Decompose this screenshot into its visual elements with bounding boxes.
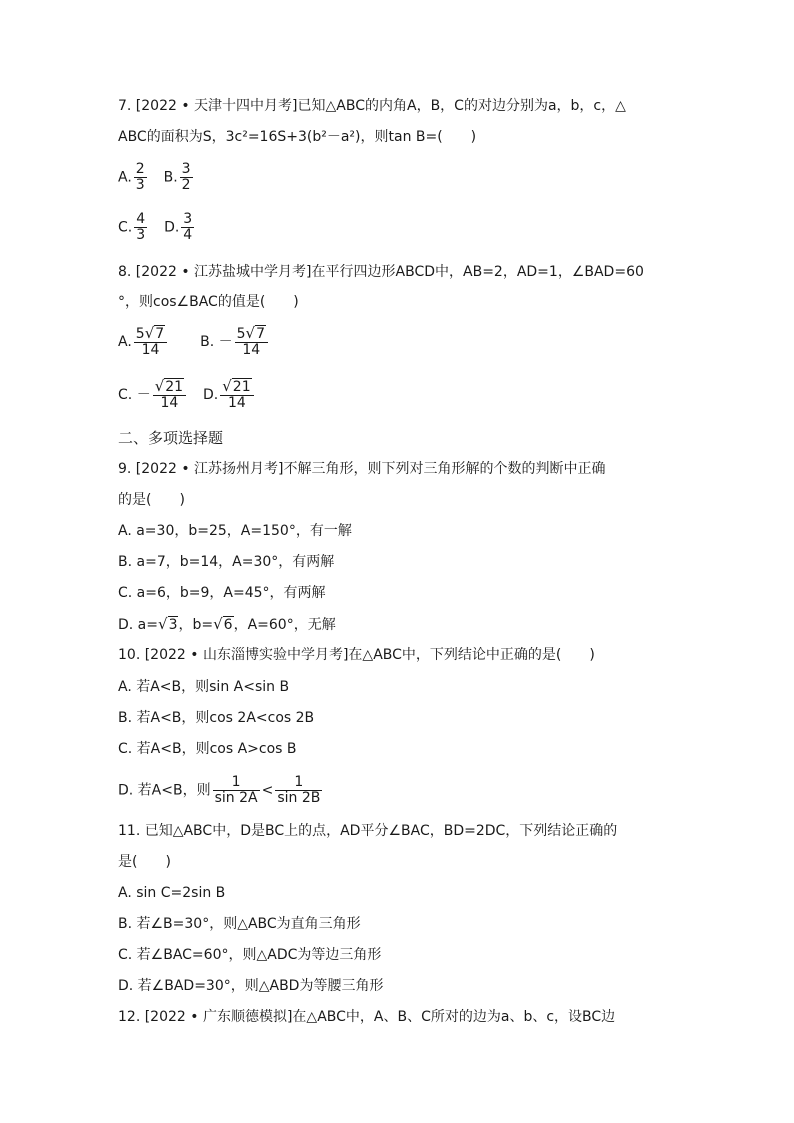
q8-option-c-fraction: $\frac{√21}{14}$	[153, 379, 186, 411]
q8-options-ab: A. $\frac{5√7}{14}$ B. － $\frac{5√7}{14}$	[118, 326, 270, 358]
q8-option-d-fraction: $\frac{√21}{14}$	[220, 379, 253, 411]
q9-stem-line2: 的是( )	[118, 492, 185, 508]
q7-option-c-fraction: $\frac{4}{3}$	[136, 211, 146, 243]
q9-stem-line1: 9. [2022 • 江苏扬州月考]不解三角形，则下列对三角形解的个数的判断中正确	[118, 461, 606, 477]
q8-option-c-label: C.	[118, 387, 133, 403]
q12-stem-line1: 12. [2022 • 广东顺德模拟]在△ABC中，A、B、C所对的边为a、b、c，设BC边	[118, 1009, 616, 1025]
q8-option-b-fraction: $\frac{5√7}{14}$	[235, 326, 268, 358]
q8-stem-line1: 8. [2022 • 江苏盐城中学月考]在平行四边形ABCD中，AB=2，AD=1，∠BAD=60	[118, 264, 644, 280]
q10-option-d: D. 若A<B，则 $\frac{1}{\sin 2A}$ < $\frac{1}{\sin 2B}$	[118, 774, 321, 806]
sqrt-6: √6	[213, 615, 233, 633]
q11-stem-line2: 是( )	[118, 854, 171, 870]
q8-stem-line2: °，则cos∠BAC的值是( )	[118, 294, 299, 310]
q7-stem-line1: 7. [2022 • 天津十四中月考]已知△ABC的内角A，B，C的对边分别为a，b，c，△	[118, 98, 626, 114]
q11-option-d: D. 若∠BAD=30°，则△ABD为等腰三角形	[118, 978, 384, 994]
q10-option-c: C. 若A<B，则cos A>cos B	[118, 741, 297, 757]
q10-option-d-fraction-1: $\frac{1}{\sin 2A}$	[214, 774, 258, 806]
q7-stem-line2: ABC的面积为S，3c²=16S+3(b²－a²)，则tan B=( )	[118, 129, 477, 145]
q11-option-b: B. 若∠B=30°，则△ABC为直角三角形	[118, 916, 361, 932]
q9-option-a: A. a=30，b=25，A=150°，有一解	[118, 523, 352, 539]
q7-option-d-label: D.	[164, 219, 180, 236]
q11-option-c: C. 若∠BAC=60°，则△ADC为等边三角形	[118, 947, 382, 963]
q8-options-cd: C. － $\frac{√21}{14}$ D. $\frac{√21}{14}$	[118, 379, 256, 411]
q9-option-b: B. a=7，b=14，A=30°，有两解	[118, 554, 335, 570]
q10-option-d-fraction-2: $\frac{1}{\sin 2B}$	[277, 774, 321, 806]
q7-option-a-label: A.	[118, 169, 132, 186]
q11-option-a: A. sin C=2sin B	[118, 885, 226, 901]
q7-options-ab	[118, 162, 195, 193]
q10-option-b: B. 若A<B，则cos 2A<cos 2B	[118, 710, 315, 726]
q10-stem: 10. [2022 • 山东淄博实验中学月考]在△ABC中，下列结论中正确的是( )	[118, 647, 595, 663]
q10-option-a: A. 若A<B，则sin A<sin B	[118, 679, 290, 695]
q7-option-d-fraction: $\frac{3}{4}$	[183, 211, 193, 243]
q9-option-c: C. a=6，b=9，A=45°，有两解	[118, 585, 326, 601]
q7-option-c-label: C.	[118, 219, 133, 236]
q7-option-b-fraction: $\frac{3}{2}$	[181, 161, 191, 193]
q7-option-a-fraction: $\frac{2}{3}$	[135, 161, 145, 193]
q8-option-d-label: D.	[202, 387, 219, 403]
section-heading: 二、多项选择题	[118, 429, 224, 447]
q8-option-a-label: A.	[118, 334, 132, 350]
q7-option-b-label: B.	[163, 169, 178, 186]
q8-option-a-fraction: $\frac{5√7}{14}$	[134, 326, 167, 358]
q11-stem-line1: 11. 已知△ABC中，D是BC上的点，AD平分∠BAC，BD=2DC，下列结论正确的	[118, 823, 618, 839]
q9-option-d: D. a=√3，b=√6，A=60°，无解	[118, 615, 336, 633]
q8-option-b-label: B.	[200, 334, 215, 350]
q7-options-cd	[118, 212, 196, 243]
sqrt-3: √3	[158, 615, 178, 633]
